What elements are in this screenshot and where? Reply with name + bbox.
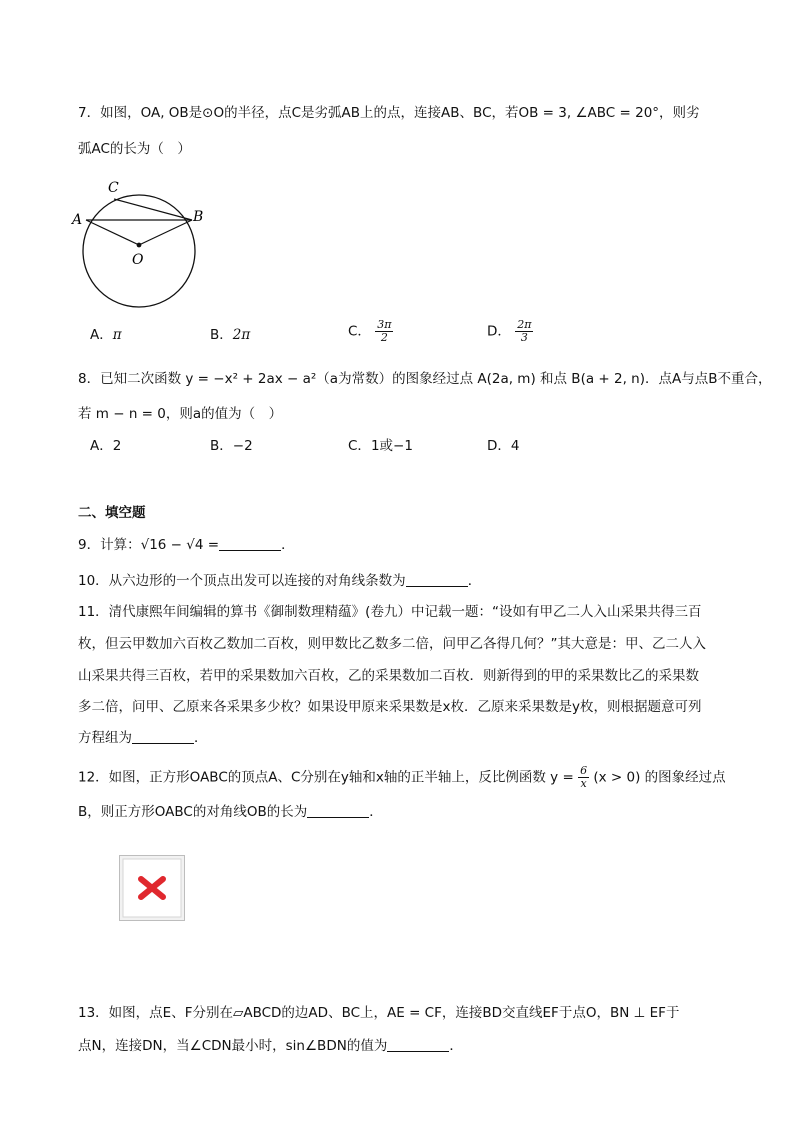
- q7-line2: 弧AC的长为（ ）: [78, 141, 191, 157]
- q11-line2: 枚，但云甲数加六百枚乙数加二百枚，则甲数比乙数多二倍，问甲乙各得几何？”其大意是：甲、乙二人入: [78, 636, 706, 652]
- q9-line: 9．计算：√16 − √4 = ．: [78, 537, 295, 553]
- broken-image-icon: [119, 855, 185, 921]
- answer-blank[interactable]: [219, 536, 281, 551]
- q8-option-a[interactable]: A．2: [90, 438, 122, 454]
- circle-figure: [68, 172, 208, 312]
- label-a: A: [72, 212, 83, 228]
- q11-line5: 方程组为 ．: [78, 730, 208, 746]
- center-point-o: [137, 243, 142, 248]
- chord-bc: [114, 199, 192, 220]
- q8-option-b[interactable]: B．−2: [210, 438, 253, 454]
- q8-option-c[interactable]: C．1或−1: [348, 438, 413, 454]
- radius-oa: [86, 220, 139, 245]
- q11-line4: 多二倍，问甲、乙原来各采果多少枚？如果设甲原来采果数是x枚．乙原来采果数是y枚，则根据题意可列: [78, 699, 702, 715]
- answer-blank[interactable]: [132, 729, 194, 744]
- fraction-3pi-2: $\frac{3\pi}{2}$: [377, 318, 392, 344]
- q12-line2: B，则正方形OABC的对角线OB的长为 ．: [78, 804, 383, 820]
- section-title: 二、填空题: [78, 505, 146, 521]
- q10-line: 10．从六边形的一个顶点出发可以连接的对角线条数为 ．: [78, 573, 482, 589]
- q7-option-d[interactable]: D． $\frac{2\pi}{3}$: [487, 318, 532, 344]
- answer-blank[interactable]: [387, 1037, 449, 1052]
- q11-line1: 11．清代康熙年间编辑的算书《御制数理精蕴》(卷九）中记载一题：“设如有甲乙二人入山采果共得三百: [78, 604, 702, 620]
- q8-line1: 8．已知二次函数 y = −x² + 2ax − a²（a为常数）的图象经过点 A(2a, m) 和点 B(a + 2, n)．点A与点B不重合，: [78, 371, 772, 387]
- q11-line3: 山采果共得三百枚，若甲的采果数加六百枚，乙的采果数加二百枚．则新得到的甲的采果数比乙的采果数: [78, 668, 699, 684]
- q13-line2: 点N，连接DN，当∠CDN最小时，sin∠BDN的值为 ．: [78, 1038, 463, 1054]
- fraction-6-over-x: $\frac{6}{x}$: [580, 764, 588, 790]
- answer-blank[interactable]: [406, 572, 468, 587]
- q8-option-d[interactable]: D．4: [487, 438, 520, 454]
- q7-line1: 7．如图，OA, OB是⊙O的半径，点C是劣弧AB上的点，连接AB、BC，若OB = 3, ∠ABC = 20°，则劣: [78, 105, 700, 121]
- label-b: B: [193, 209, 204, 225]
- q7-option-b[interactable]: B．2π: [210, 327, 251, 343]
- q8-line2: 若 m − n = 0，则a的值为（ ）: [78, 406, 283, 422]
- answer-blank[interactable]: [307, 803, 369, 818]
- label-o: O: [132, 252, 144, 268]
- circle-o: [83, 195, 195, 307]
- q7-option-a[interactable]: A．π: [90, 327, 122, 343]
- q12-line1: 12．如图，正方形OABC的顶点A、C分别在y轴和x轴的正半轴上，反比例函数 y = $\frac{6}{x}$ (x > 0) 的图象经过点: [78, 764, 726, 790]
- fraction-2pi-3: $\frac{2\pi}{3}$: [517, 318, 532, 344]
- q13-line1: 13．如图，点E、F分别在▱ABCD的边AD、BC上，AE = CF，连接BD交直线EF于点O，BN ⊥ EF于: [78, 1005, 680, 1021]
- q7-option-c[interactable]: C． $\frac{3\pi}{2}$: [348, 318, 392, 344]
- label-c: C: [108, 180, 119, 196]
- radius-ob: [139, 220, 192, 245]
